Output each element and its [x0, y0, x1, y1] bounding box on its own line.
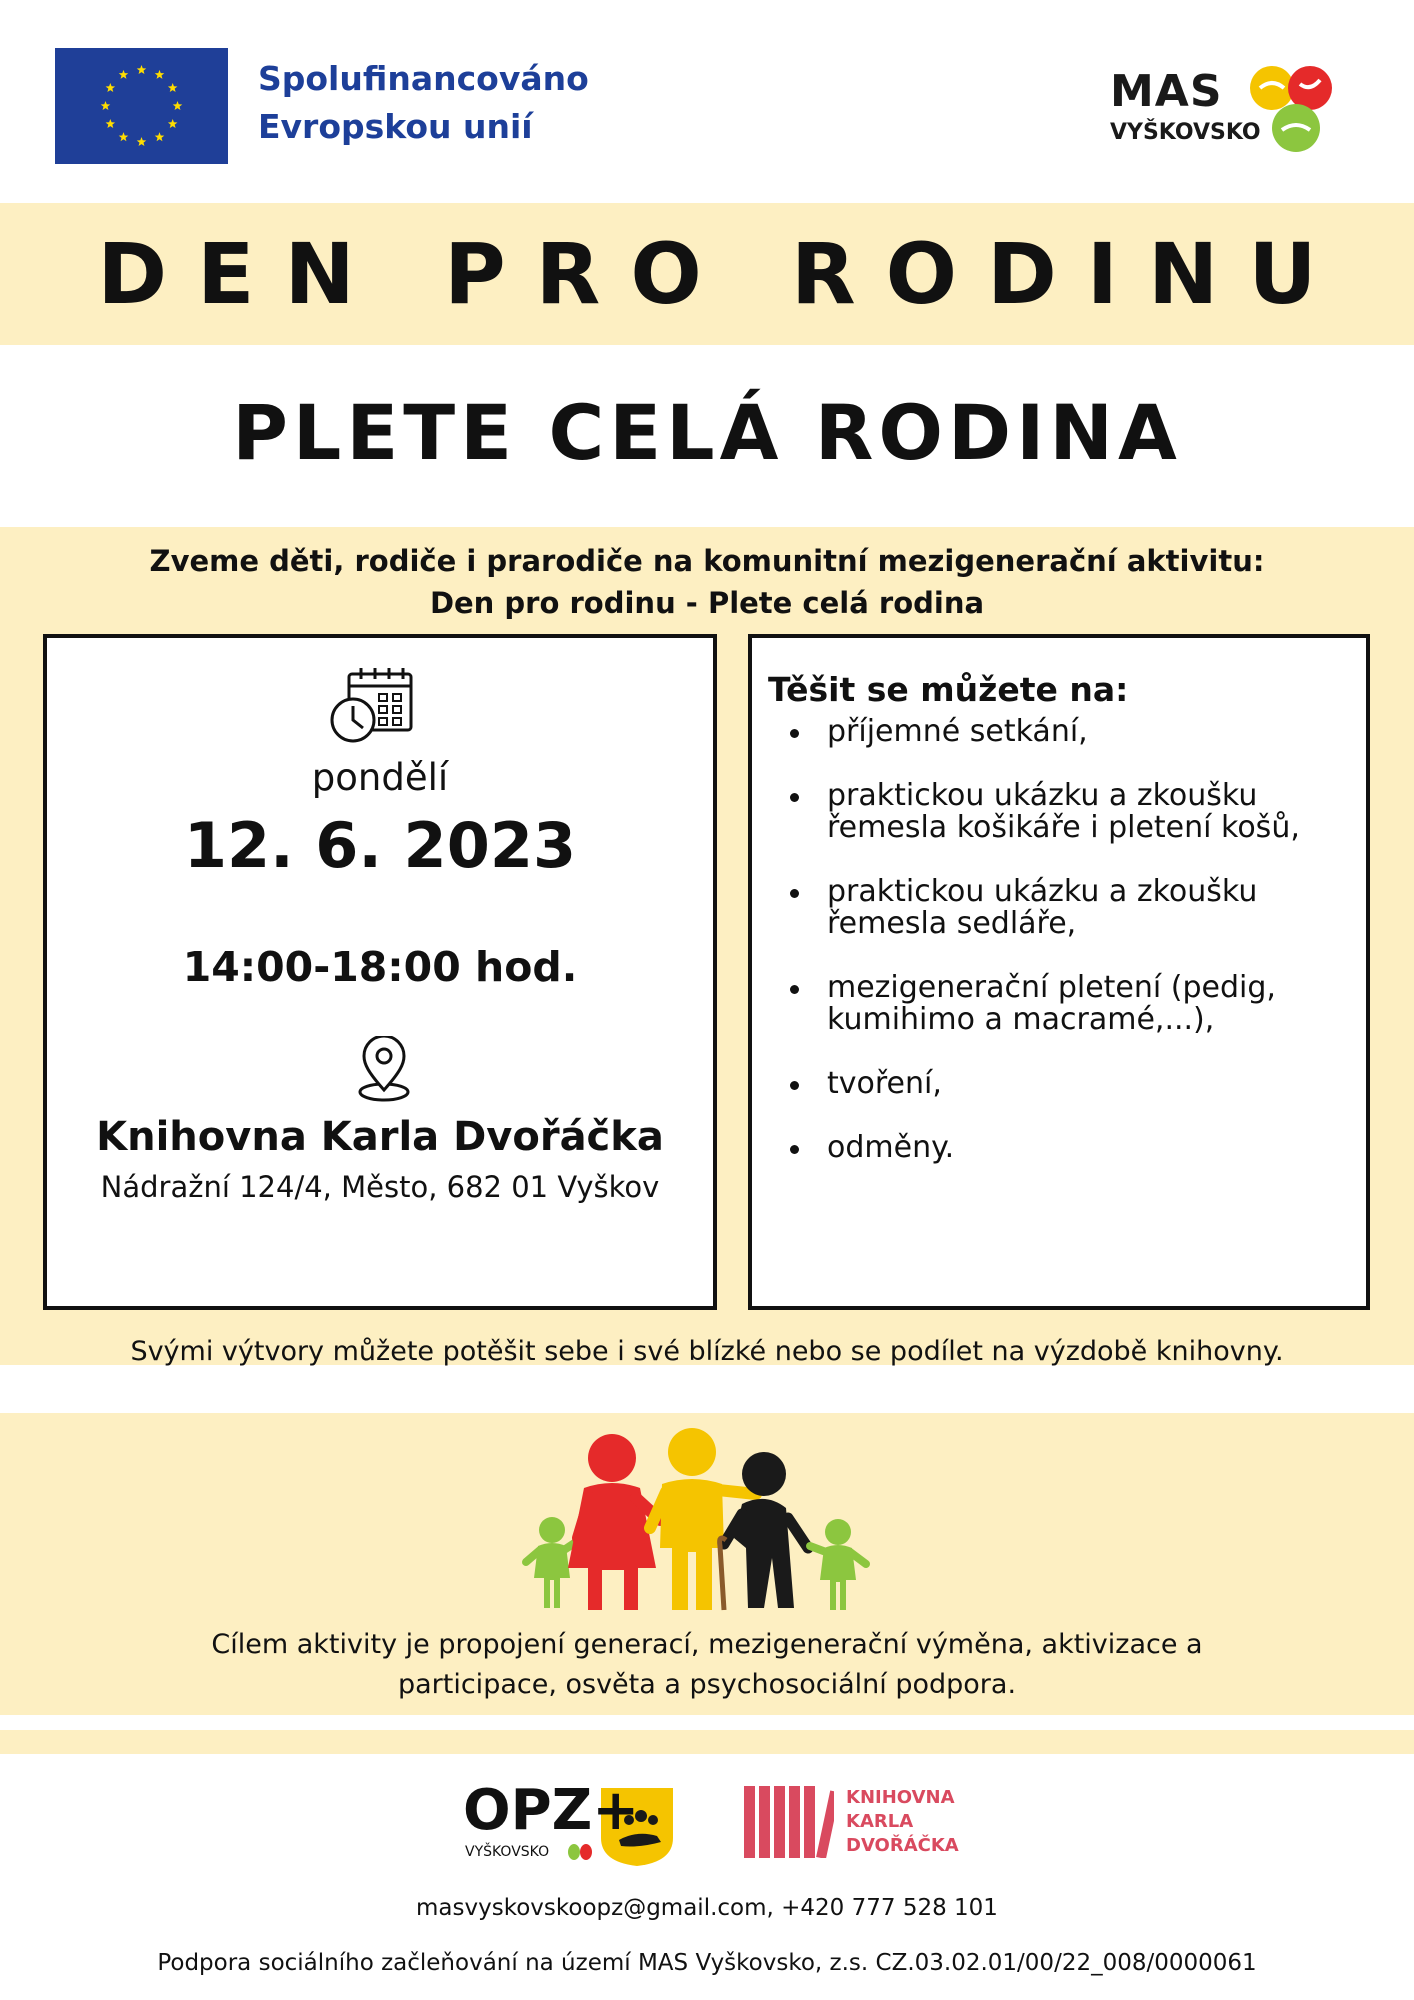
list-item: tvoření,	[784, 1068, 1354, 1100]
aim-line-2: participace, osvěta a psychosociální podpora.	[397, 1669, 1017, 1700]
invitation-line-2: Den pro rodinu - Plete celá rodina	[429, 586, 985, 620]
eu-line-1: Spolufinancováno	[258, 59, 589, 98]
event-weekday: pondělí	[311, 756, 449, 799]
note-text: Svými výtvory můžete potěšit sebe i své blízké nebo se podílet na výzdobě knihovny.	[130, 1336, 1284, 1367]
library-logo-text	[846, 1786, 959, 1858]
invitation-line-1: Zveme děti, rodiče i prarodiče na komunitní mezigenerační aktivitu:	[149, 544, 1265, 578]
opz-logo-sub: VYŠKOVSKO	[465, 1844, 550, 1860]
list-item: odměny.	[784, 1132, 1354, 1164]
mas-logo-sub: VYŠKOVSKO	[1110, 120, 1261, 145]
mas-logo-word: MAS	[1110, 66, 1223, 117]
list-item: praktickou ukázku a zkoušku řemesla košikáře i pletení košů,	[784, 780, 1354, 844]
opz-leaf-icon	[567, 1840, 593, 1862]
list-item: příjemné setkání,	[784, 716, 1354, 748]
aim-line-1: Cílem aktivity je propojení generací, mezigenerační výměna, aktivizace a	[211, 1629, 1203, 1660]
mas-vyskovsko-logo	[1110, 58, 1340, 158]
opz-logo-word: OPZ+	[463, 1778, 640, 1843]
contact-info: masvyskovskoopz@gmail.com, +420 777 528 101	[416, 1895, 998, 1921]
event-address: Nádražní 124/4, Město, 682 01 Vyškov	[100, 1170, 660, 1204]
library-logo-line-3: DVOŘÁČKA	[846, 1835, 959, 1856]
event-time: 14:00-18:00 hod.	[182, 943, 578, 991]
look-forward-list	[784, 716, 1354, 1196]
event-subtitle: PLETE CELÁ RODINA	[232, 388, 1182, 477]
event-title: DEN PRO RODINU	[97, 225, 1347, 323]
event-details-box	[43, 634, 717, 1310]
eu-line-2: Evropskou unií	[258, 107, 533, 146]
look-forward-box	[748, 634, 1370, 1310]
list-item: mezigenerační pletení (pedig, kumihimo a macramé,...),	[784, 972, 1354, 1036]
calendar-clock-icon	[329, 666, 415, 746]
library-logo-line-1: KNIHOVNA	[846, 1787, 955, 1808]
footer-divider-band	[0, 1730, 1414, 1754]
family-illustration	[520, 1428, 880, 1613]
eu-flag-logo	[55, 48, 228, 164]
hands-icon	[1242, 58, 1342, 158]
event-venue: Knihovna Karla Dvořáčka	[96, 1114, 664, 1160]
books-icon	[744, 1786, 834, 1858]
look-forward-title: Těšit se můžete na:	[768, 670, 1129, 709]
invitation-text	[0, 540, 1414, 624]
list-item: praktickou ukázku a zkoušku řemesla sedláře,	[784, 876, 1354, 940]
eu-cofinanced-text	[258, 55, 589, 151]
event-date: 12. 6. 2023	[183, 809, 577, 882]
library-logo-line-2: KARLA	[846, 1811, 914, 1832]
location-pin-icon	[356, 1036, 412, 1102]
opz-logo	[463, 1778, 683, 1870]
aim-text	[150, 1625, 1264, 1705]
support-statement: Podpora sociálního začleňování na území MAS Vyškovsko, z.s. CZ.03.02.01/00/22_008/0000061	[157, 1950, 1257, 1976]
eu-stars-icon	[55, 48, 228, 164]
library-logo	[744, 1784, 994, 1864]
